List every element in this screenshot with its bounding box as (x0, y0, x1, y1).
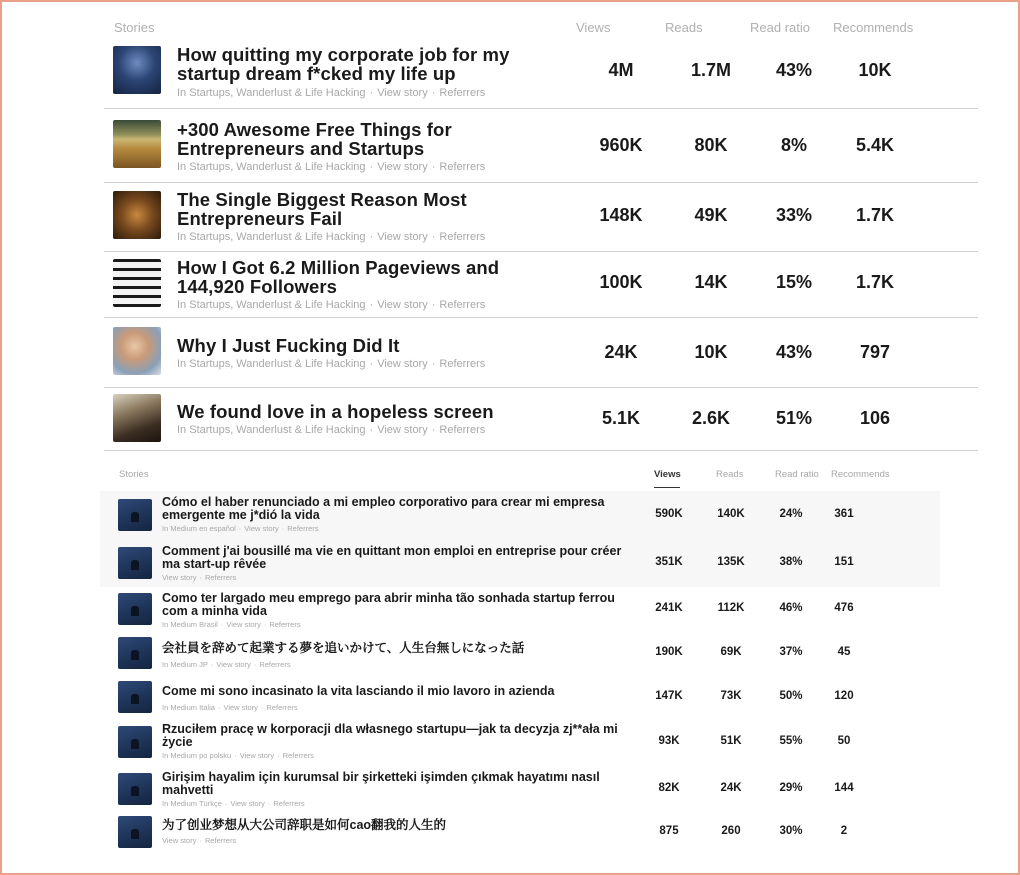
stat-read-ratio: 15% (775, 272, 813, 292)
stat-views: 82K (658, 782, 680, 794)
stat-recommends: 50 (837, 735, 851, 747)
stat-views: 190K (655, 646, 683, 658)
story-meta (162, 660, 291, 669)
header-reads[interactable]: Reads (665, 20, 703, 35)
story-title[interactable]: Rzuciłem pracę w korporacji dla własnego startupu—jak ta decyzja zj**ała mi życie (162, 722, 618, 749)
stat-recommends: 1.7K (855, 205, 895, 225)
stat-recommends: 361 (834, 508, 854, 520)
story-row[interactable] (104, 317, 978, 388)
story-thumbnail[interactable] (113, 191, 161, 239)
publication-label: In Startups, Wanderlust & Life Hacking (177, 299, 366, 311)
stat-views: 5.1K (601, 408, 641, 428)
referrers-link[interactable]: Referrers (266, 703, 298, 712)
stat-read-ratio: 55% (779, 735, 803, 747)
header-recommends[interactable]: Recommends (833, 20, 914, 35)
referrers-link[interactable]: Referrers (273, 799, 305, 808)
separator: · (431, 161, 436, 173)
stat-views: 960K (599, 135, 643, 155)
story-thumbnail[interactable] (113, 120, 161, 168)
story-title[interactable]: The Single Biggest Reason Most Entrepreneurs Fail (177, 189, 467, 229)
separator: · (217, 703, 221, 712)
story-meta (162, 836, 236, 845)
stat-read-ratio: 46% (779, 602, 803, 614)
story-thumbnail[interactable] (113, 327, 161, 375)
story-title[interactable]: Como ter largado meu emprego para abrir minha tão sonhada startup ferrou com a minha vida (162, 591, 615, 618)
view-story-link[interactable]: View story (230, 799, 265, 808)
stat-reads: 51K (720, 735, 742, 747)
stat-reads: 2.6K (691, 408, 731, 428)
stat-views: 351K (655, 556, 683, 568)
view-story-link[interactable]: View story (377, 424, 428, 436)
story-title[interactable]: Come mi sono incasinato la vita lasciando il mio lavoro in azienda (162, 684, 555, 698)
publication-label: In Medium Türkçe (162, 799, 222, 808)
referrers-link[interactable]: Referrers (439, 358, 486, 370)
story-meta (162, 703, 298, 712)
publication-label: In Medium Brasil (162, 620, 218, 629)
referrers-link[interactable]: Referrers (439, 161, 486, 173)
view-story-link[interactable]: View story (226, 620, 261, 629)
separator: · (199, 573, 202, 582)
separator: · (224, 799, 228, 808)
separator: · (234, 751, 237, 760)
separator: · (431, 299, 436, 311)
story-row[interactable] (100, 765, 940, 812)
view-story-link[interactable]: View story (239, 751, 275, 760)
stat-read-ratio: 38% (779, 556, 803, 568)
story-title[interactable]: +300 Awesome Free Things for Entrepreneurs and Startups (177, 119, 452, 159)
story-thumbnail[interactable] (113, 46, 161, 94)
story-title[interactable]: Why I Just Fucking Did It (177, 335, 400, 356)
view-story-link[interactable]: View story (377, 87, 428, 99)
stat-recommends: 476 (834, 602, 854, 614)
publication-label: In Medium JP (162, 660, 208, 669)
view-story-link[interactable]: View story (162, 573, 197, 582)
view-story-link[interactable]: View story (377, 299, 428, 311)
story-meta (162, 799, 305, 808)
view-story-link[interactable]: View story (223, 703, 258, 712)
header-views[interactable]: Views (576, 20, 611, 35)
story-meta (162, 751, 314, 760)
stat-read-ratio: 50% (779, 690, 803, 702)
referrers-link[interactable]: Referrers (204, 836, 237, 845)
separator: · (267, 799, 271, 808)
stat-recommends: 120 (834, 690, 854, 702)
separator: · (369, 231, 374, 243)
story-thumbnail[interactable] (118, 499, 152, 531)
separator: · (253, 660, 257, 669)
story-title[interactable]: Cómo el haber renunciado a mi empleo corporativo para crear mi empresa emergente me j*dió la vida (162, 495, 605, 522)
stat-recommends: 45 (837, 646, 851, 658)
stat-read-ratio: 43% (775, 60, 813, 80)
story-thumbnail[interactable] (118, 816, 152, 848)
view-story-link[interactable]: View story (162, 836, 197, 845)
story-title[interactable]: 会社員を辞めて起業する夢を追いかけて、人生台無しになった話 (162, 641, 525, 655)
stat-recommends: 2 (840, 825, 848, 837)
story-title[interactable]: Comment j'ai bousillé ma vie en quittant mon emploi en entreprise pour créer ma start-up rêvée (162, 544, 622, 571)
referrers-link[interactable]: Referrers (439, 87, 486, 99)
story-row[interactable] (104, 251, 978, 318)
stat-views: 4M (608, 60, 634, 80)
stat-reads: 112K (717, 602, 745, 614)
story-thumbnail[interactable] (118, 773, 152, 805)
active-sort-underline (654, 487, 680, 488)
story-meta (162, 524, 319, 533)
stat-read-ratio: 51% (775, 408, 813, 428)
separator: · (369, 161, 374, 173)
separator: · (369, 299, 374, 311)
header-read-ratio[interactable]: Read ratio (750, 20, 810, 35)
stat-views: 241K (655, 602, 683, 614)
publication-label: In Medium en español (162, 524, 236, 533)
story-thumbnail[interactable] (118, 547, 152, 579)
stat-read-ratio: 29% (779, 782, 803, 794)
separator: · (260, 703, 264, 712)
story-meta (162, 573, 236, 582)
stat-read-ratio: 30% (779, 825, 803, 837)
separator: · (199, 836, 202, 845)
story-thumbnail[interactable] (118, 637, 152, 669)
story-thumbnail[interactable] (118, 593, 152, 625)
referrers-link[interactable]: Referrers (439, 424, 486, 436)
stat-recommends: 10K (858, 60, 892, 80)
stat-read-ratio: 43% (775, 342, 813, 362)
story-title[interactable]: How I Got 6.2 Million Pageviews and 144,920 Followers (177, 257, 500, 297)
separator: · (431, 424, 436, 436)
publication-label: In Startups, Wanderlust & Life Hacking (177, 161, 366, 173)
stat-recommends: 1.7K (855, 272, 895, 292)
story-row[interactable] (100, 587, 940, 631)
stat-reads: 49K (694, 205, 728, 225)
view-story-link[interactable]: View story (377, 358, 428, 370)
story-row[interactable] (100, 675, 940, 718)
stat-recommends: 106 (859, 408, 891, 428)
story-row[interactable] (104, 108, 978, 183)
publication-label: In Startups, Wanderlust & Life Hacking (177, 87, 366, 99)
story-meta (162, 620, 301, 629)
story-row[interactable] (100, 718, 940, 765)
story-meta (177, 299, 485, 311)
stat-reads: 140K (717, 508, 745, 520)
stat-views: 875 (659, 825, 679, 837)
header-reads[interactable]: Reads (716, 469, 744, 480)
publication-label: In Startups, Wanderlust & Life Hacking (177, 231, 366, 243)
header-stories: Stories (119, 469, 149, 480)
stat-views: 148K (599, 205, 643, 225)
story-meta (177, 87, 485, 99)
stat-recommends: 151 (834, 556, 854, 568)
stat-recommends: 797 (859, 342, 891, 362)
story-meta (177, 161, 485, 173)
story-meta (177, 231, 485, 243)
separator: · (238, 524, 242, 533)
stat-reads: 135K (717, 556, 745, 568)
publication-label: In Medium Italia (162, 703, 215, 712)
stat-reads: 73K (720, 690, 742, 702)
view-story-link[interactable]: View story (216, 660, 251, 669)
story-title[interactable]: 为了创业梦想从大公司辞职是如何cao翻我的人生的 (162, 818, 447, 832)
stat-views: 147K (655, 690, 683, 702)
stat-reads: 80K (694, 135, 728, 155)
story-meta (177, 424, 485, 436)
view-story-link[interactable]: View story (377, 161, 428, 173)
separator: · (277, 751, 280, 760)
stat-views: 590K (655, 508, 683, 520)
stat-reads: 10K (694, 342, 728, 362)
referrers-link[interactable]: Referrers (439, 299, 486, 311)
separator: · (210, 660, 214, 669)
story-title[interactable]: We found love in a hopeless screen (177, 401, 494, 422)
story-thumbnail[interactable] (113, 394, 161, 442)
separator: · (281, 524, 285, 533)
story-row[interactable] (100, 539, 940, 587)
view-story-link[interactable]: View story (377, 231, 428, 243)
separator: · (220, 620, 224, 629)
stat-reads: 24K (720, 782, 742, 794)
story-row[interactable] (104, 387, 978, 451)
bottom-stats-table (0, 455, 1020, 875)
story-thumbnail[interactable] (118, 681, 152, 713)
publication-label: In Medium po polsku (162, 751, 232, 760)
story-row[interactable] (104, 40, 978, 109)
story-row[interactable] (100, 631, 940, 675)
publication-label: In Startups, Wanderlust & Life Hacking (177, 358, 366, 370)
view-story-link[interactable]: View story (244, 524, 279, 533)
separator: · (369, 424, 374, 436)
referrers-link[interactable]: Referrers (282, 751, 314, 760)
separator: · (431, 358, 436, 370)
publication-label: In Startups, Wanderlust & Life Hacking (177, 424, 366, 436)
stat-reads: 260 (721, 825, 741, 837)
separator: · (369, 358, 374, 370)
stat-reads: 14K (694, 272, 728, 292)
stat-read-ratio: 37% (779, 646, 803, 658)
stat-views: 100K (599, 272, 643, 292)
stat-views: 93K (658, 735, 680, 747)
stat-recommends: 144 (834, 782, 854, 794)
header-read-ratio[interactable]: Read ratio (775, 469, 819, 480)
story-title[interactable]: Girişim hayalim için kurumsal bir şirketteki işimden çıkmak hayatımı nasıl mahvetti (162, 770, 600, 797)
story-title[interactable]: How quitting my corporate job for my startup dream f*cked my life up (177, 44, 510, 84)
header-views[interactable]: Views (654, 469, 681, 480)
stat-read-ratio: 24% (779, 508, 803, 520)
stat-reads: 1.7M (690, 60, 732, 80)
header-recommends[interactable]: Recommends (831, 469, 890, 480)
story-meta (177, 358, 485, 370)
header-stories: Stories (114, 20, 155, 35)
stat-views: 24K (604, 342, 638, 362)
separator: · (431, 231, 436, 243)
stat-read-ratio: 8% (780, 135, 807, 155)
story-row[interactable] (104, 182, 978, 252)
referrers-link[interactable]: Referrers (439, 231, 486, 243)
stat-reads: 69K (720, 646, 742, 658)
story-row[interactable] (100, 491, 940, 539)
story-row[interactable] (100, 812, 940, 852)
story-thumbnail[interactable] (118, 726, 152, 758)
referrers-link[interactable]: Referrers (269, 620, 301, 629)
referrers-link[interactable]: Referrers (259, 660, 291, 669)
separator: · (369, 87, 374, 99)
separator: · (263, 620, 267, 629)
separator: · (431, 87, 436, 99)
stat-recommends: 5.4K (855, 135, 895, 155)
story-thumbnail[interactable] (113, 259, 161, 307)
referrers-link[interactable]: Referrers (204, 573, 237, 582)
stat-read-ratio: 33% (775, 205, 813, 225)
referrers-link[interactable]: Referrers (287, 524, 319, 533)
